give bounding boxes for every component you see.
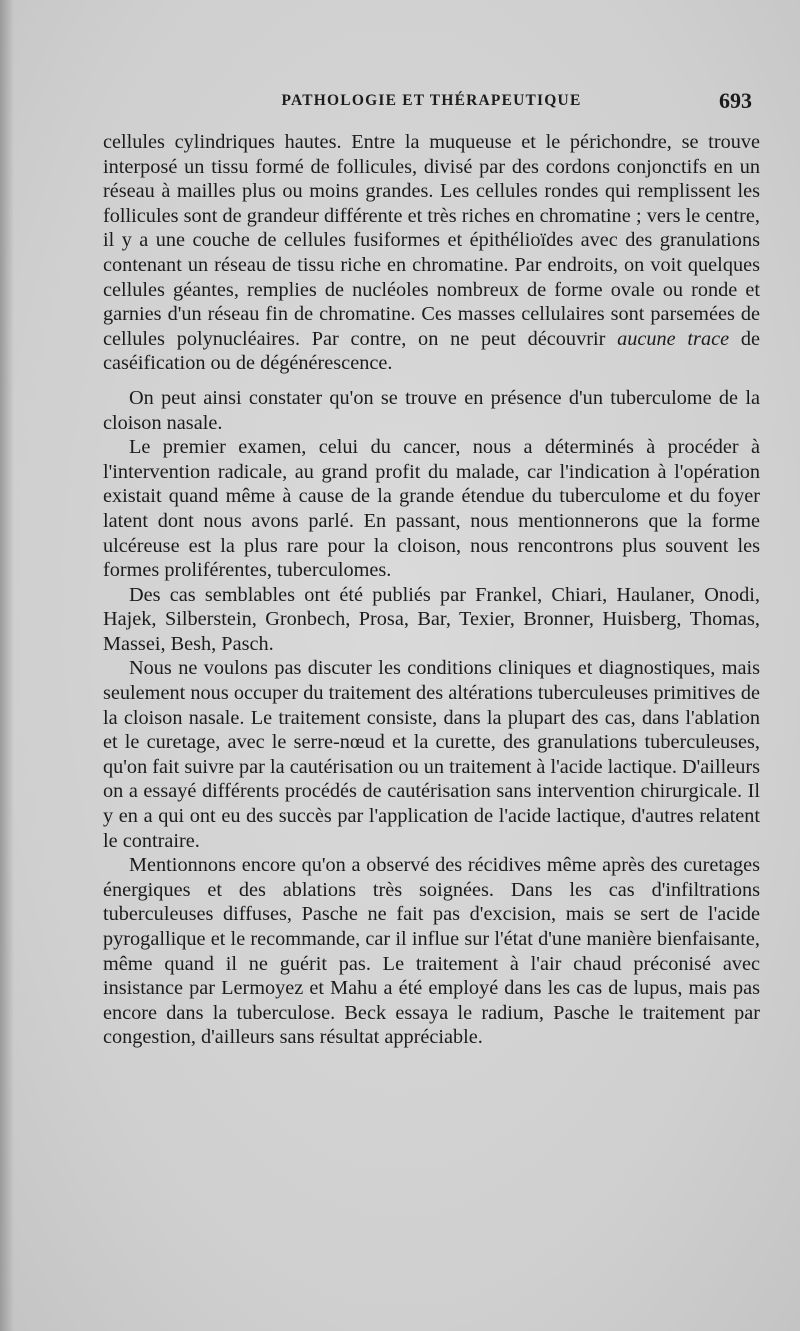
page-edge-shadow [0, 0, 14, 1331]
paragraph-1-text: cellules cylindriques hautes. Entre la muqueuse et le périchondre, se trouve interposé un tissu formé de follicules, divisé par des cordons conjonctifs en un réseau à mailles plus ou moins grandes. Les cellules rondes qui remplissent les follicules sont de grandeur différente et très riches en chromatine ; vers le centre, il y a une couche de cellules fusiformes et épithélioïdes avec des granulations contenant un réseau de tissu riche en chromatine. Par endroits, on voit quelques cellules géantes, remplies de nucléoles nombreux de forme ovale ou ronde et garnies d'un réseau fin de chromatine. Ces masses cellulaires sont parsemées de cellules polynucléaires. Par contre, on ne peut découvrir [103, 131, 760, 350]
body-text [103, 130, 760, 1050]
paragraph-6: Mentionnons encore qu'on a observé des récidives même après des curetages énergiques et des ablations très soignées. Dans les cas d'infiltrations tuberculeuses diffuses, Pasche ne fait pas d'excision, mais se sert de l'acide pyrogallique et le recommande, car il influe sur l'état d'une manière bienfaisante, même quand il ne guérit pas. Le traitement à l'air chaud préconisé avec insistance par Lermoyez et Mahu a été employé dans les cas de lupus, mais pas encore dans la tuberculose. Beck essaya le radium, Pasche le traitement par congestion, d'ailleurs sans résultat appréciable. [103, 854, 760, 1049]
paragraph-1 [103, 130, 760, 376]
page-header [103, 88, 760, 118]
paragraph-3: Le premier examen, celui du cancer, nous a déterminés à procéder à l'intervention radicale, au grand profit du malade, car l'indication à l'opération existait quand même à cause de la grande étendue du tuberculome et du foyer latent dont nous avons parlé. En passant, nous mentionnerons que la forme ulcéreuse est la plus rare pour la cloison, nous rencontrons plus souvent les formes proliférentes, tuberculomes. [103, 436, 760, 582]
page-number: 693 [719, 88, 752, 113]
paragraph-5: Nous ne voulons pas discuter les conditions cliniques et diagnostiques, mais seulement nous occuper du traitement des altérations tuberculeuses primitives de la cloison nasale. Le traitement consiste, dans la plupart des cas, dans l'ablation et le curetage, avec le serre-nœud et la curette, des granulations tuberculeuses, qu'on fait suivre par la cautérisation ou un traitement à l'acide lactique. D'ailleurs on a essayé différents procédés de cautérisation sans intervention chirurgicale. Il y en a qui ont eu des succès par l'application de l'acide lactique, d'autres relatent le contraire. [103, 657, 760, 852]
paragraph-1-text-end: de caséification ou de dégénérescence. [103, 327, 761, 375]
running-title: PATHOLOGIE ET THÉRAPEUTIQUE [281, 92, 582, 109]
paragraph-4: Des cas semblables ont été publiés par Frankel, Chiari, Haulaner, Onodi, Hajek, Silberstein, Gronbech, Prosa, Bar, Texier, Bronner, Huisberg, Thomas, Massei, Besh, Pasch. [103, 583, 760, 655]
paragraph-2: On peut ainsi constater qu'on se trouve en présence d'un tuberculome de la cloison nasale. [103, 386, 760, 434]
paragraph-1-emphasis: aucune trace [617, 327, 730, 350]
